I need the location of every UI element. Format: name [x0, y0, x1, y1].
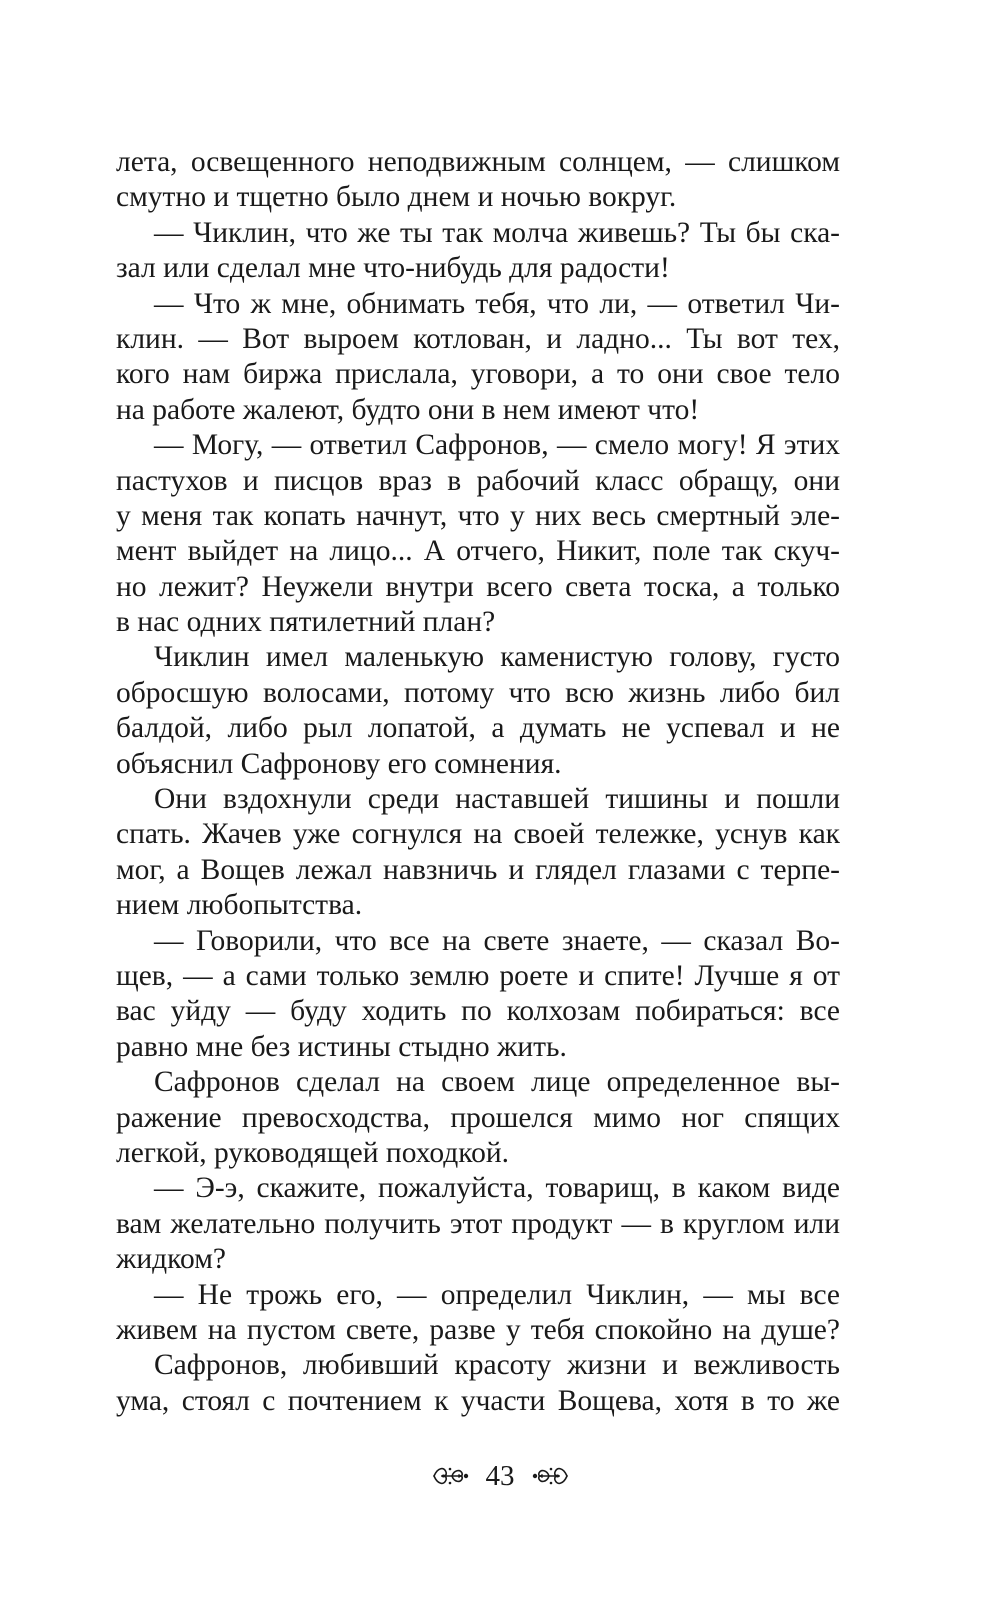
text-line: балдой, либо рыл лопатой, а думать не успевал и не: [116, 712, 840, 745]
text-line: кого нам биржа прислала, уговори, а то они свое тело: [116, 358, 840, 391]
page-footer: [0, 1456, 1000, 1496]
text-line: обросшую волосами, потому что всю жизнь либо бил: [116, 676, 840, 709]
text-line: — Не трожь его, — определил Чиклин, — мы все: [154, 1278, 840, 1311]
text-line: смутно и тщетно было днем и ночью вокруг.: [116, 181, 677, 214]
text-line: Сафронов сделал на своем лице определенное вы-: [154, 1066, 840, 1099]
text-line: мент выйдет на лицо... А отчего, Никит, поле так скуч-: [116, 535, 840, 568]
text-line: на работе жалеют, будто они в нем имеют что!: [116, 393, 700, 426]
text-line: легкой, руководящей походкой.: [116, 1136, 509, 1169]
text-line: — Чиклин, что же ты так молча живешь? Ты бы ска-: [154, 216, 840, 249]
text-line: вам желательно получить этот продукт — в круглом или: [116, 1207, 840, 1240]
text-line: жидком?: [116, 1243, 226, 1276]
text-page: [116, 145, 840, 1419]
text-line: в нас одних пятилетний план?: [116, 606, 496, 639]
text-line: мог, а Вощев лежал навзничь и глядел глазами с терпе-: [116, 853, 840, 886]
text-line: Чиклин имел маленькую каменистую голову, густо: [154, 641, 840, 674]
text-line: — Э-э, скажите, пожалуйста, товарищ, в каком виде: [154, 1172, 840, 1205]
text-line: живем на пустом свете, разве у тебя спокойно на душе?: [116, 1313, 840, 1346]
text-line: ума, стоял с почтением к участи Вощева, хотя в то же: [116, 1384, 840, 1417]
page-number: 43: [485, 1460, 515, 1492]
text-line: вас уйду — буду ходить по колхозам побираться: все: [116, 995, 840, 1028]
right-fleuron-icon: [531, 1461, 571, 1491]
text-line: объяснил Сафронову его сомнения.: [116, 747, 562, 780]
left-fleuron-icon: [430, 1461, 470, 1491]
text-line: нием любопытства.: [116, 889, 363, 922]
text-line: равно мне без истины стыдно жить.: [116, 1030, 567, 1063]
text-line: Они вздохнули среди наставшей тишины и пошли: [154, 783, 840, 816]
text-line: ражение превосходства, прошелся мимо ног спящих: [116, 1101, 840, 1134]
text-line: — Говорили, что все на свете знаете, — сказал Во-: [154, 924, 840, 957]
text-line: — Могу, — ответил Сафронов, — смело могу! Я этих: [154, 429, 840, 462]
text-line: лета, освещенного неподвижным солнцем, — слишком: [116, 146, 840, 178]
text-line: спать. Жачев уже согнулся на своей тележке, уснув как: [116, 818, 840, 851]
text-line: пастухов и писцов враз в рабочий класс обращу, они: [116, 464, 840, 497]
text-line: зал или сделал мне что-нибудь для радости!: [116, 252, 670, 285]
text-line: у меня так копать начнут, что у них весь смертный эле-: [116, 499, 840, 532]
text-line: но лежит? Неужели внутри всего света тоска, а только: [116, 570, 840, 603]
text-line: Сафронов, любивший красоту жизни и вежливость: [154, 1349, 840, 1382]
text-line: клин. — Вот выроем котлован, и ладно... Ты вот тех,: [116, 322, 840, 355]
text-line: — Что ж мне, обнимать тебя, что ли, — ответил Чи-: [154, 287, 840, 320]
text-line: щев, — а сами только землю роете и спите! Лучше я от: [116, 959, 840, 992]
